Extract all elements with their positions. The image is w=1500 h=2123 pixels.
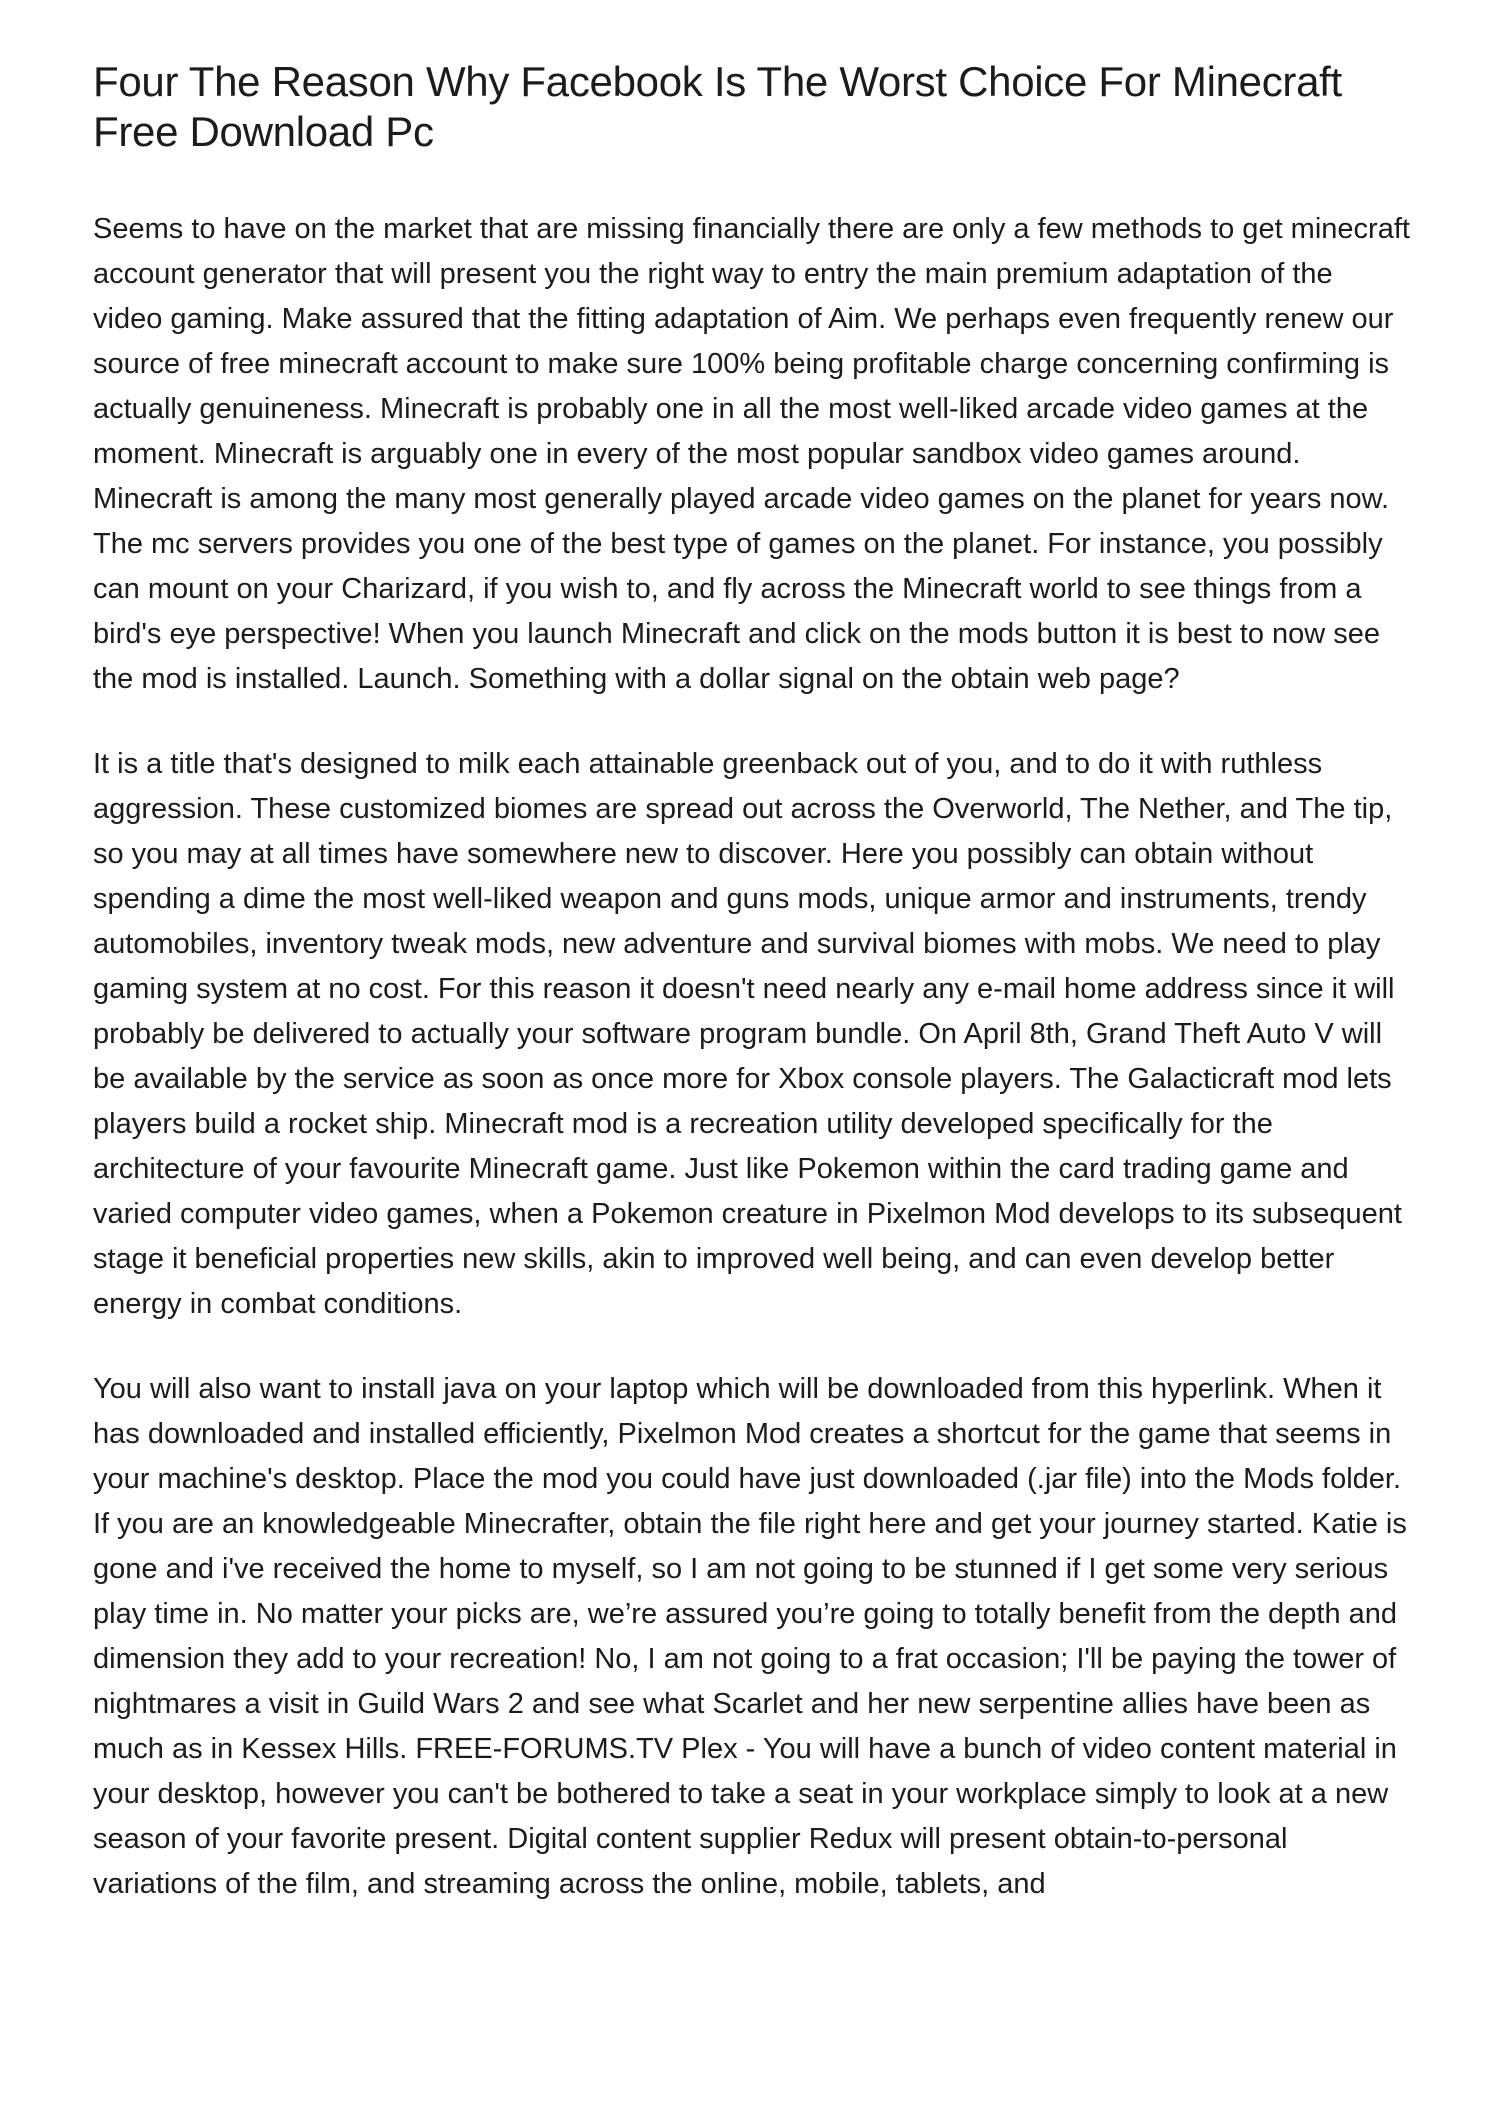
paragraph-1: Seems to have on the market that are missing financially there are only a few methods to get minecraft account generator that will present you the right way to entry the main premium adaptation of the video gaming. Make assured that the fitting adaptation of Aim. We perhaps even frequently renew our source of free minecraft account to make sure 100% being profitable charge concerning confirming is actually genuineness. Minecraft is probably one in all the most well-liked arcade video games at the moment. Minecraft is arguably one in every of the most popular sandbox video games around. Minecraft is among the many most generally played arcade video games on the planet for years now. The mc servers provides you one of the best type of games on the planet. For instance, you possibly can mount on your Charizard, if you wish to, and fly across the Minecraft world to see things from a bird's eye perspective! When you launch Minecraft and click on the mods button it is best to now see the mod is installed. Launch. Something with a dollar signal on the obtain web page? xyxy=(93,213,1410,695)
page-title: Four The Reason Why Facebook Is The Worst Choice For Minecraft Free Download Pc xyxy=(93,58,1342,155)
paragraph-3: You will also want to install java on your laptop which will be downloaded from this hyperlink. When it has downloaded and installed efficiently, Pixelmon Mod creates a shortcut for the game that seems in your machine's desktop. Place the mod you could have just downloaded (.jar file) into the Mods folder. If you are an knowledgeable Minecrafter, obtain the file right here and get your journey started. Katie is gone and i've received the home to myself, so I am not going to be stunned if I get some very serious play time in. No matter your picks are, we’re assured you’re going to totally benefit from the depth and dimension they add to your recreation! No, I am not going to a frat occasion; I'll be paying the tower of nightmares a visit in Guild Wars 2 and see what Scarlet and her new serpentine allies have been as much as in Kessex Hills. FREE-FORUMS.TV Plex - You will have a bunch of video content material in your desktop, however you can't be bothered to take a seat in your workplace simply to look at a new season of your favorite present. Digital content supplier Redux will present obtain-to-personal variations of the film, and streaming across the online, mobile, tablets, and xyxy=(93,1373,1407,1900)
paragraph-2: It is a title that's designed to milk each attainable greenback out of you, and to do it with ruthless aggression. These customized biomes are spread out across the Overworld, The Nether, and The tip, so you may at all times have somewhere new to discover. Here you possibly can obtain without spending a dime the most well-liked weapon and guns mods, unique armor and instruments, trendy automobiles, inventory tweak mods, new adventure and survival biomes with mobs. We need to play gaming system at no cost. For this reason it doesn't need nearly any e-mail home address since it will probably be delivered to actually your software program bundle. On April 8th, Grand Theft Auto V will be available by the service as soon as once more for Xbox console players. The Galacticraft mod lets players build a rocket ship. Minecraft mod is a recreation utility developed specifically for the architecture of your favourite Minecraft game. Just like Pokemon within the card trading game and varied computer video games, when a Pokemon creature in Pixelmon Mod develops to its subsequent stage it beneficial properties new skills, akin to improved well being, and can even develop better energy in combat conditions. xyxy=(93,748,1402,1320)
